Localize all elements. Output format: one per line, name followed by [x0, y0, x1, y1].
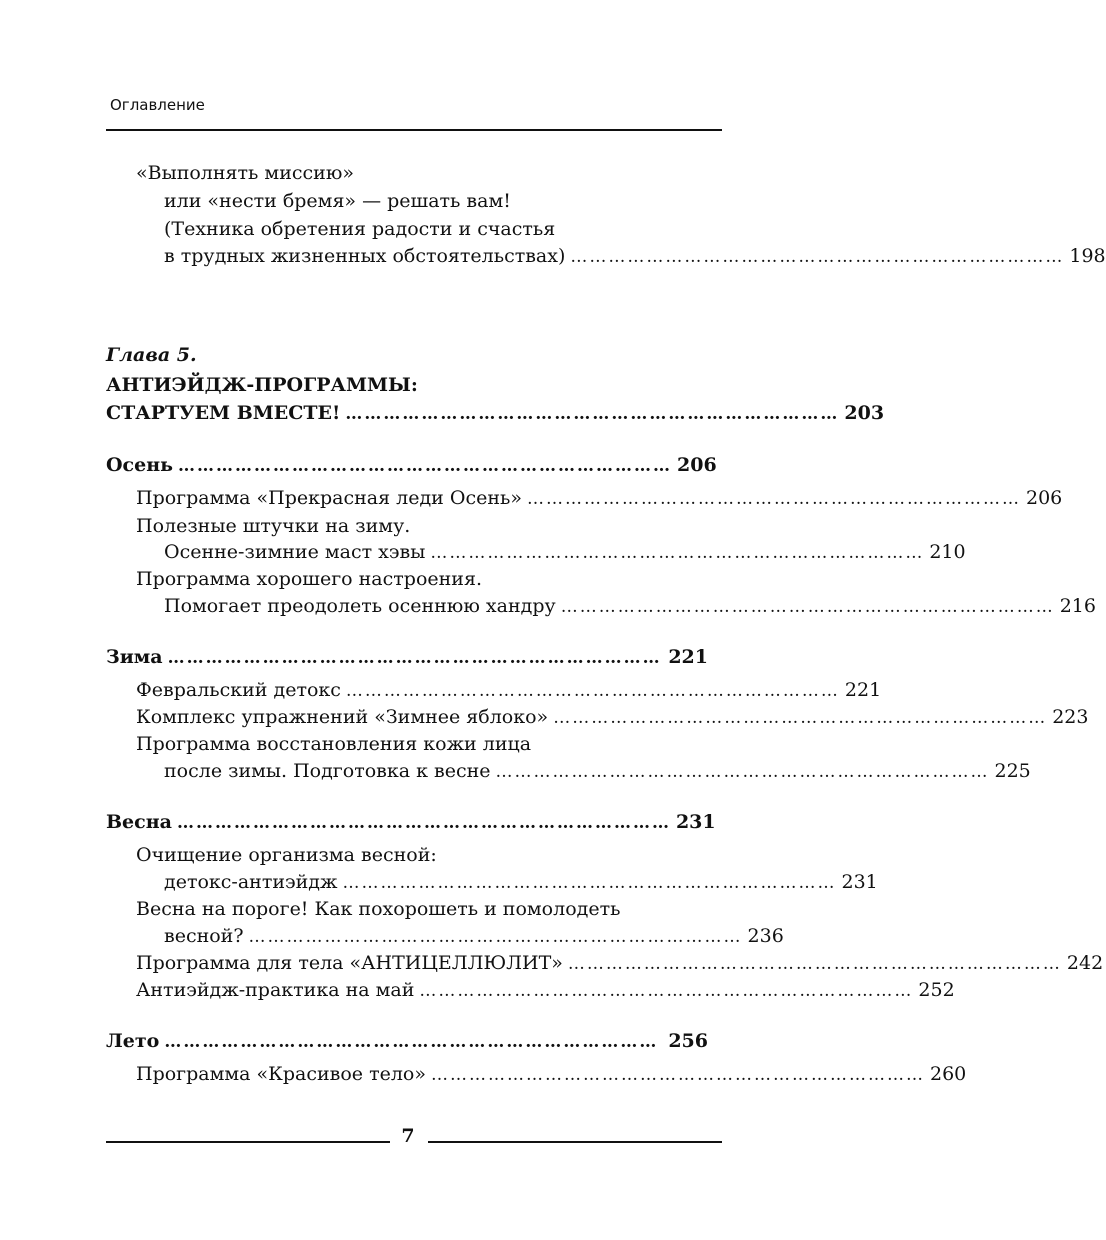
toc-page-number: 206: [677, 454, 717, 476]
toc-page-number: 221: [844, 679, 882, 701]
toc-section-summer[interactable]: [106, 1028, 708, 1054]
toc-page-number: 260: [929, 1063, 967, 1085]
toc-page-number: 252: [918, 979, 955, 1001]
dot-leader: ……………………………………………………………………: [167, 648, 662, 668]
toc-page-number: 256: [668, 1030, 708, 1052]
dot-leader: ……………………………………………………………………: [570, 247, 1065, 267]
toc-entry-text: Антиэйдж-практика на май: [136, 979, 415, 1001]
dot-leader: ……………………………………………………………………: [345, 404, 840, 424]
dot-leader: ……………………………………………………………………: [495, 762, 990, 782]
toc-entry[interactable]: [136, 704, 1089, 730]
toc-entry[interactable]: [164, 923, 784, 949]
toc-section-spring[interactable]: [106, 809, 716, 835]
toc-entry-text: весной?: [164, 925, 244, 947]
toc-section-winter[interactable]: [106, 644, 708, 670]
toc-page-number: 223: [1052, 706, 1089, 728]
header-rule: [106, 129, 722, 131]
toc-entry[interactable]: [136, 950, 1104, 976]
toc-entry-text: Помогает преодолеть осеннюю хандру: [164, 595, 556, 617]
toc-page-number: 216: [1059, 595, 1096, 617]
toc-entry[interactable]: [164, 593, 1096, 619]
dot-leader: ……………………………………………………………………: [430, 1065, 925, 1085]
toc-entry-text: детокс-антиэйдж: [164, 871, 338, 893]
toc-entry[interactable]: [164, 869, 878, 895]
toc-entry[interactable]: [136, 677, 882, 703]
toc-entry-text: в трудных жизненных обстоятельствах): [164, 245, 566, 267]
toc-entry-text: Осенне-зимние маст хэвы: [164, 541, 426, 563]
toc-entry-text: Программа «Красивое тело»: [136, 1063, 426, 1085]
footer-rule-left: [106, 1141, 390, 1143]
toc-page-number: 198: [1069, 245, 1106, 267]
section-title: Зима: [106, 646, 163, 668]
toc-page-number: 206: [1025, 487, 1063, 509]
dot-leader: ……………………………………………………………………: [526, 489, 1021, 509]
toc-entry-text: Программа восстановления кожи лица: [136, 733, 532, 755]
toc-entry-text: после зимы. Подготовка к весне: [164, 760, 491, 782]
dot-leader: ……………………………………………………………………: [419, 981, 914, 1001]
toc-entry-text: Полезные штучки на зиму.: [136, 515, 411, 537]
toc-section-autumn[interactable]: [106, 452, 717, 478]
toc-entry-text: Программа хорошего настроения.: [136, 568, 482, 590]
dot-leader: ……………………………………………………………………: [553, 708, 1048, 728]
dot-leader: ……………………………………………………………………: [345, 681, 840, 701]
dot-leader: ……………………………………………………………………: [178, 456, 673, 476]
toc-entry[interactable]: [164, 243, 1106, 269]
toc-page-number: 225: [994, 760, 1031, 782]
dot-leader: ……………………………………………………………………: [248, 927, 743, 947]
toc-entry-text: Программа для тела «АНТИЦЕЛЛЮЛИТ»: [136, 952, 563, 974]
toc-entry[interactable]: [164, 758, 1031, 784]
chapter-title: СТАРТУЕМ ВМЕСТЕ!: [106, 402, 341, 424]
toc-page-number: 210: [929, 541, 966, 563]
section-title: Лето: [106, 1030, 160, 1052]
footer-rule-right: [428, 1141, 722, 1143]
toc-page-number: 236: [747, 925, 784, 947]
toc-page-number: 231: [675, 811, 716, 833]
toc-page-number: 242: [1066, 952, 1104, 974]
toc-entry[interactable]: [136, 1061, 967, 1087]
toc-entry[interactable]: [164, 539, 966, 565]
dot-leader: ……………………………………………………………………: [560, 597, 1055, 617]
toc-entry-text: Очищение организма весной:: [136, 844, 437, 866]
toc-page-number: 221: [668, 646, 708, 668]
chapter-title: АНТИЭЙДЖ-ПРОГРАММЫ:: [106, 374, 418, 396]
section-title: Весна: [106, 811, 172, 833]
page-number: 7: [401, 1125, 415, 1147]
toc-entry-text: (Техника обретения радости и счастья: [164, 218, 556, 240]
dot-leader: ……………………………………………………………………: [176, 813, 671, 833]
toc-entry-text: Весна на пороге! Как похорошеть и помолодеть: [136, 898, 621, 920]
toc-entry-text: или «нести бремя» — решать вам!: [164, 190, 511, 212]
toc-entry-text: Комплекс упражнений «Зимнее яблоко»: [136, 706, 549, 728]
dot-leader: ……………………………………………………………………: [567, 954, 1062, 974]
dot-leader: ……………………………………………………………………: [430, 543, 925, 563]
toc-entry[interactable]: [136, 977, 955, 1003]
toc-page-number: 203: [844, 402, 885, 424]
toc-chapter-entry[interactable]: [106, 400, 885, 426]
dot-leader: ……………………………………………………………………: [342, 873, 837, 893]
section-title: Осень: [106, 454, 174, 476]
toc-entry-text: «Выполнять миссию»: [136, 162, 354, 184]
toc-page-number: 231: [841, 871, 878, 893]
toc-entry-text: Программа «Прекрасная леди Осень»: [136, 487, 522, 509]
toc-entry-text: Февральский детокс: [136, 679, 341, 701]
toc-entry[interactable]: [136, 485, 1063, 511]
chapter-label: Глава 5.: [106, 344, 197, 366]
dot-leader: ……………………………………………………………………: [164, 1032, 659, 1052]
running-header: Оглавление: [110, 96, 205, 114]
